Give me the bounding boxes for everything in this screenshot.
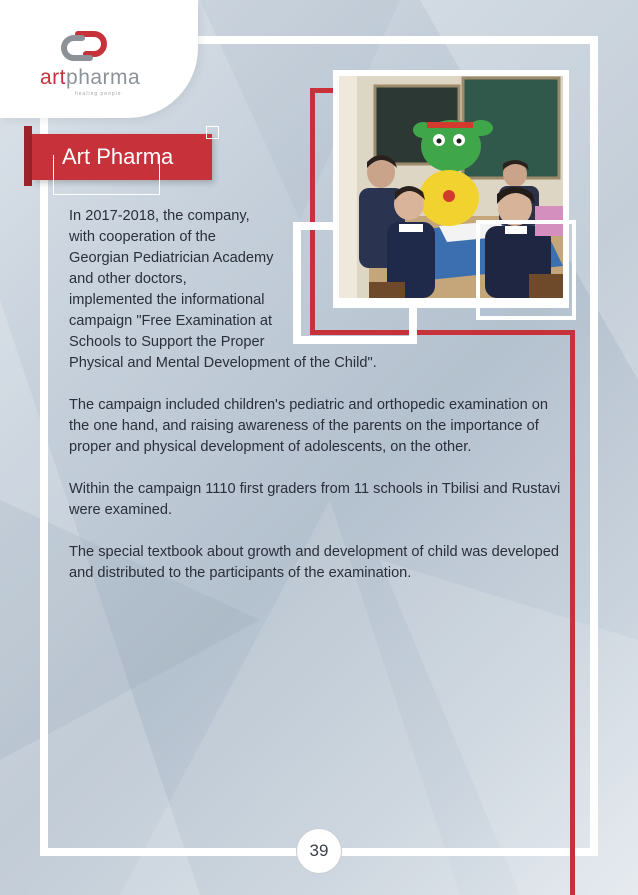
decorative-square: [206, 126, 219, 139]
logo-wordmark: [40, 66, 140, 90]
logo-word-pharma: pharma: [66, 66, 141, 89]
title-ribbon-fold: [24, 126, 32, 186]
logo-card: [0, 0, 198, 118]
intro-line: implemented the informational: [69, 292, 265, 308]
intro-line: campaign "Free Examination at: [69, 313, 273, 329]
paragraph-campaign-scope: The campaign included children's pediatric and orthopedic examination on the one hand, and raising awareness of the parents on the importance of proper and physical development of adolescents, on the other.: [69, 397, 548, 455]
section-title: Art Pharma: [32, 134, 212, 180]
intro-line: and other doctors,: [69, 271, 187, 287]
intro-line: Georgian Pediatrician Academy: [69, 250, 274, 266]
logo-tagline: healing people: [75, 91, 122, 97]
title-outline: [53, 155, 160, 195]
artpharma-logo-icon: [60, 30, 108, 62]
intro-paragraph: [69, 206, 569, 374]
intro-line: with cooperation of the: [69, 229, 216, 245]
intro-line: Physical and Mental Development of the Child".: [69, 355, 377, 371]
page-number: 39: [296, 828, 342, 874]
article-body: [69, 206, 569, 584]
logo-word-art: art: [40, 66, 67, 89]
red-accent-line: [570, 334, 575, 895]
paragraph-examined-count: Within the campaign 1110 first graders from 11 schools in Tbilisi and Rustavi were examined.: [69, 481, 561, 518]
intro-line: In 2017-2018, the company,: [69, 208, 250, 224]
intro-line: Schools to Support the Proper: [69, 334, 265, 350]
paragraph-textbook: The special textbook about growth and development of child was developed and distributed to the participants of the examination.: [69, 544, 560, 581]
